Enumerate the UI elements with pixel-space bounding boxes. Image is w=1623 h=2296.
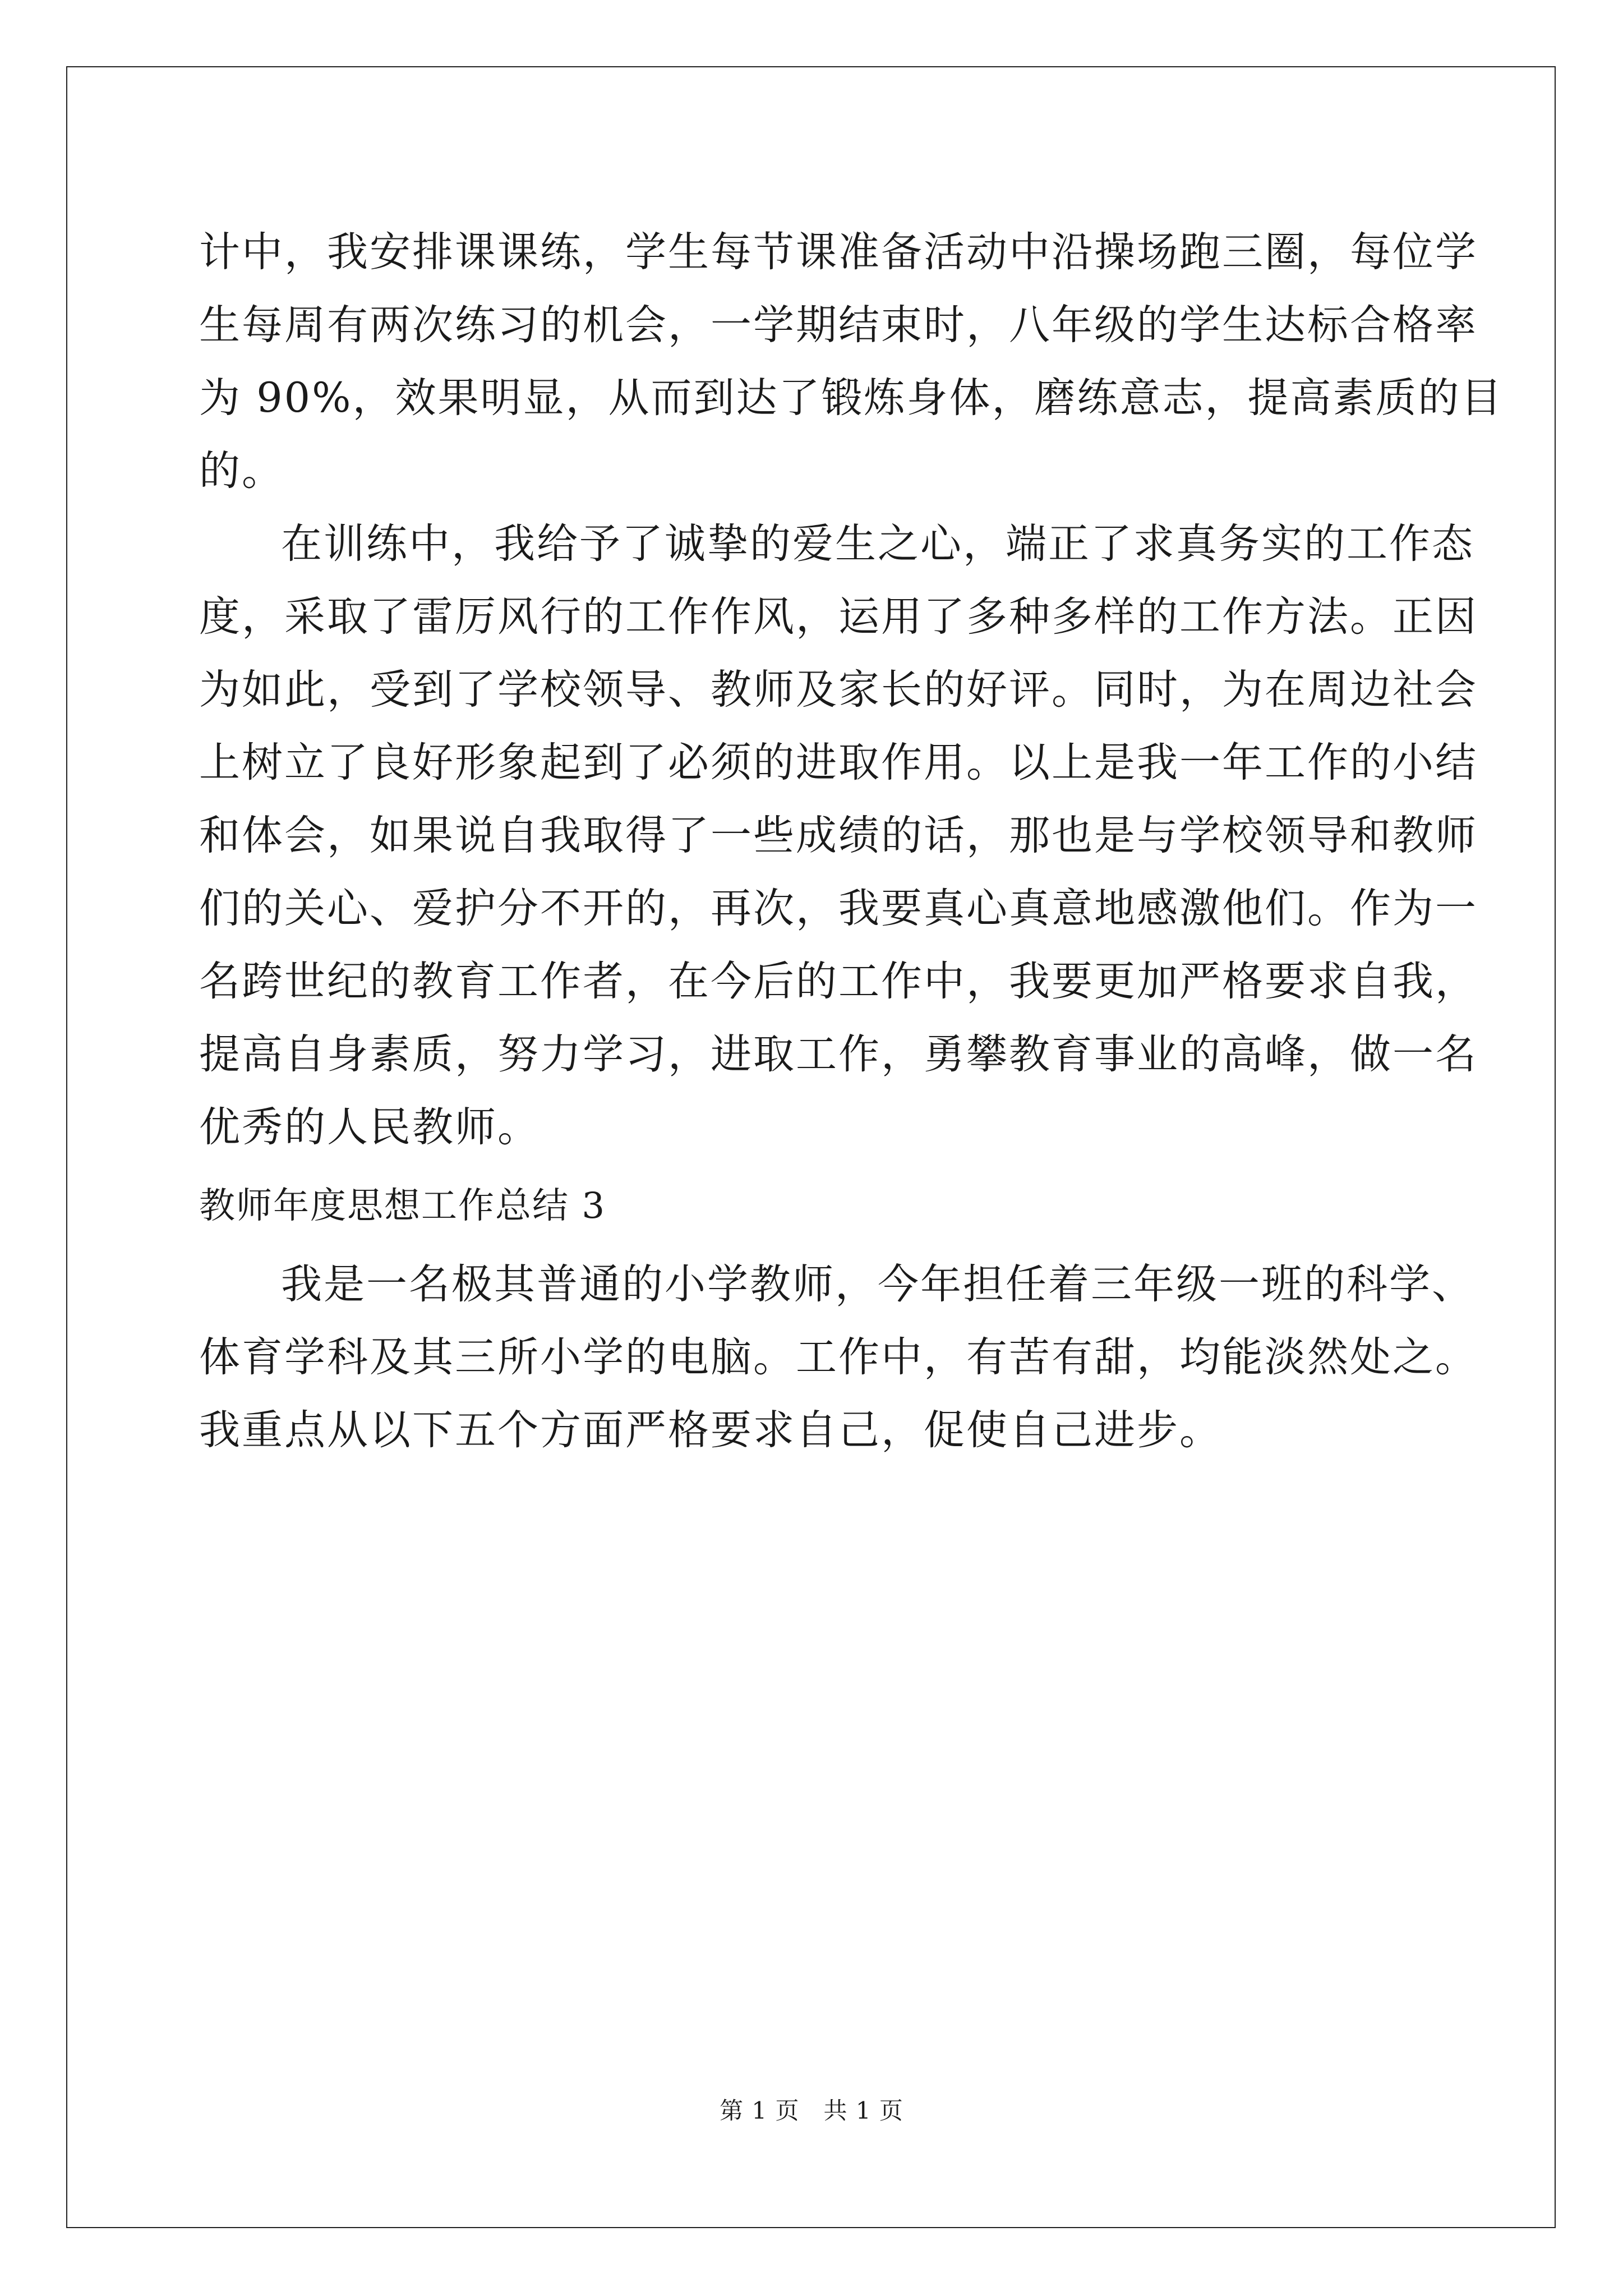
text-line: 为如此，受到了学校领导、教师及家长的好评。同时，为在周边社会 [199,666,1478,714]
text-line: 为 90%，效果明显，从而到达了锻炼身体，磨练意志，提高素质的目 [199,374,1504,422]
paragraph-training [199,508,1478,1164]
section-heading: 教师年度思想工作总结 3 [199,1185,606,1227]
text-line: 我重点从以下五个方面严格要求自己，促使自己进步。 [199,1406,1222,1454]
paragraph-intro [199,1248,1478,1467]
text-line: 们的关心、爱护分不开的，再次，我要真心真意地感激他们。作为一 [199,885,1478,932]
text-line: 生每周有两次练习的机会，一学期结束时，八年级的学生达标合格率 [199,301,1478,349]
text-line: 优秀的人民教师。 [199,1103,540,1151]
page-footer [0,2092,1623,2126]
text-line: 我是一名极其普通的小学教师，今年担任着三年级一班的科学、 [281,1260,1474,1308]
text-line: 提高自身素质，努力学习，进取工作，勇攀教育事业的高峰，做一名 [199,1030,1478,1078]
text-line: 上树立了良好形象起到了必须的进取作用。以上是我一年工作的小结 [199,739,1478,786]
text-line: 的。 [199,447,284,495]
text-line: 名跨世纪的教育工作者，在今后的工作中，我要更加严格要求自我， [199,958,1478,1005]
paragraph-continuation [199,216,1504,508]
text-line: 体育学科及其三所小学的电脑。工作中，有苦有甜，均能淡然处之。 [199,1333,1478,1381]
text-line: 和体会，如果说自我取得了一些成绩的话，那也是与学校领导和教师 [199,812,1478,859]
text-line: 在训练中，我给予了诚挚的爱生之心，端正了求真务实的工作态 [281,520,1474,568]
page-number: 第 1 页 共 1 页 [720,2097,903,2124]
document-body [199,216,1504,1467]
text-line: 度，采取了雷厉风行的工作作风，运用了多种多样的工作方法。正因 [199,593,1478,641]
text-line: 计中，我安排课课练，学生每节课准备活动中沿操场跑三圈，每位学 [199,228,1478,276]
